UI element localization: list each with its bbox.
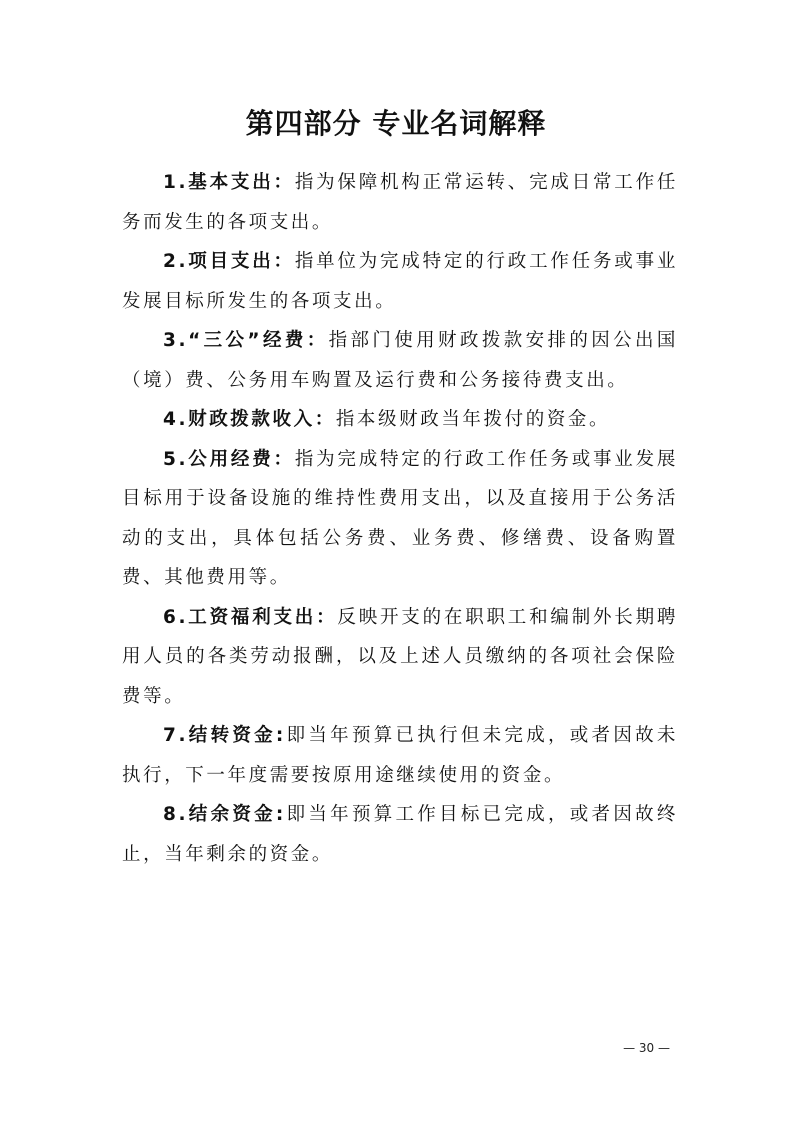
entry-number: 1. bbox=[163, 172, 189, 193]
entry-number: 3. bbox=[163, 330, 189, 351]
entry-description: 反映开支的在职职工和编制外长期聘用人员的各类劳动报酬，以及上述人员缴纳的各项社会保险费等。 bbox=[122, 606, 678, 707]
glossary-list bbox=[122, 163, 678, 874]
entry-description: 指单位为完成特定的行政工作任务或事业发展目标所发生的各项支出。 bbox=[122, 251, 678, 312]
entry-description: 指为完成特定的行政工作任务或事业发展目标用于设备设施的维持性费用支出，以及直接用于公务活动的支出，具体包括公务费、业务费、修缮费、设备购置费、其他费用等。 bbox=[122, 448, 678, 588]
entry-number: 6. bbox=[163, 606, 189, 628]
page-title: 第四部分 专业名词解释 bbox=[245, 107, 547, 140]
glossary-entry-3 bbox=[122, 321, 678, 400]
entry-term: 财政拨款收入： bbox=[188, 409, 336, 430]
glossary-entry-2 bbox=[122, 242, 678, 321]
glossary-entry-1 bbox=[122, 163, 678, 242]
entry-term: 公用经费： bbox=[188, 448, 295, 470]
entry-description: 即当年预算工作目标已完成，或者因故终止，当年剩余的资金。 bbox=[122, 804, 678, 865]
entry-term: 结余资金: bbox=[188, 804, 286, 825]
glossary-entry-7 bbox=[122, 716, 678, 795]
glossary-entry-6 bbox=[122, 598, 678, 717]
glossary-entry-4 bbox=[122, 400, 678, 440]
entry-term: 项目支出： bbox=[188, 251, 295, 272]
entry-description: 指本级财政当年拨付的资金。 bbox=[335, 409, 611, 430]
glossary-entry-8 bbox=[122, 795, 678, 874]
page-number: — 30 — bbox=[623, 1041, 670, 1055]
glossary-entry-5 bbox=[122, 440, 678, 598]
entry-number: 8. bbox=[163, 804, 189, 825]
entry-term: 基本支出： bbox=[188, 172, 295, 193]
entry-description: 指为保障机构正常运转、完成日常工作任务而发生的各项支出。 bbox=[122, 172, 678, 233]
entry-number: 7. bbox=[163, 725, 189, 746]
entry-term: 结转资金: bbox=[188, 725, 286, 746]
entry-description: 指部门使用财政拨款安排的因公出国（境）费、公务用车购置及运行费和公务接待费支出。 bbox=[122, 330, 678, 391]
entry-number: 5. bbox=[163, 448, 189, 470]
entry-number: 4. bbox=[163, 409, 189, 430]
entry-description: 即当年预算已执行但未完成，或者因故未执行，下一年度需要按原用途继续使用的资金。 bbox=[122, 725, 678, 786]
entry-number: 2. bbox=[163, 251, 189, 272]
entry-term: “三公”经费： bbox=[188, 330, 329, 351]
entry-term: 工资福利支出： bbox=[188, 606, 338, 628]
